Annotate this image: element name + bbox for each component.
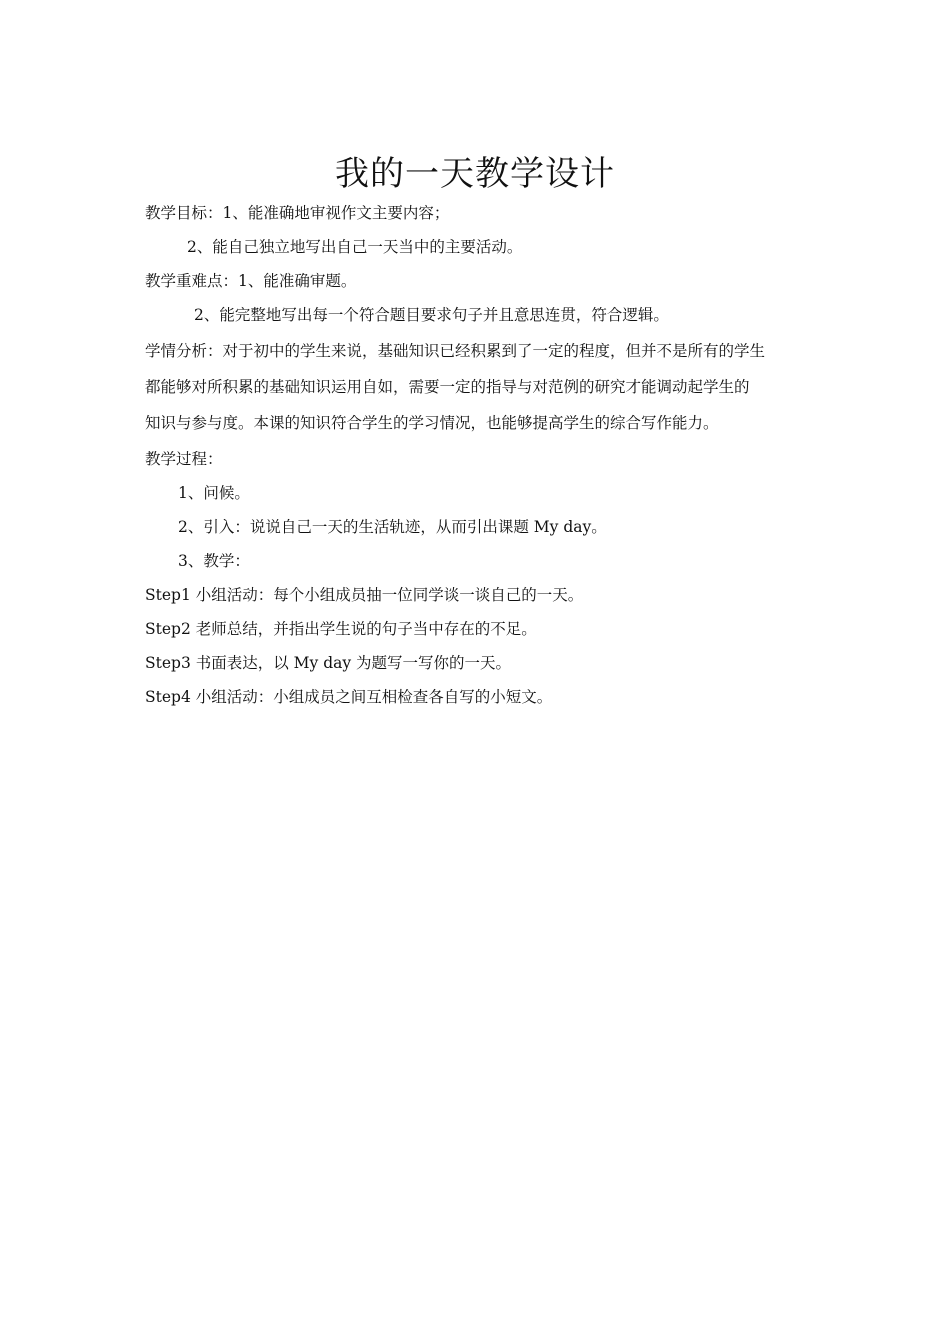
student-analysis-line-2: 都能够对所积累的基础知识运用自如，需要一定的指导与对范例的研究才能调动起学生的 [145, 378, 750, 396]
step-item: Step2 老师总结，并指出学生说的句子当中存在的不足。 [145, 620, 537, 638]
key-point-line-2: 2、能完整地写出每一个符合题目要求句子并且意思连贯，符合逻辑。 [194, 306, 669, 324]
document-title: 我的一天教学设计 [335, 154, 615, 194]
teaching-goal-line-1: 教学目标：1、能准确地审视作文主要内容； [145, 204, 450, 222]
step-item: Step3 书面表达，以 My day 为题写一写你的一天。 [145, 654, 512, 672]
key-point-line-1: 教学重难点：1、能准确审题。 [145, 272, 357, 290]
process-item: 1、问候。 [178, 484, 250, 502]
step-item: Step4 小组活动：小组成员之间互相检查各自写的小短文。 [145, 688, 553, 706]
step-item: Step1 小组活动：每个小组成员抽一位同学谈一谈自己的一天。 [145, 586, 584, 604]
teaching-goal-line-2: 2、能自己独立地写出自己一天当中的主要活动。 [187, 238, 523, 256]
student-analysis-line-1: 学情分析：对于初中的学生来说，基础知识已经积累到了一定的程度，但并不是所有的学生 [145, 342, 766, 360]
process-item: 2、引入：说说自己一天的生活轨迹，从而引出课题 My day。 [178, 518, 607, 536]
process-item: 3、教学： [178, 552, 250, 570]
process-heading: 教学过程： [145, 450, 223, 468]
student-analysis-line-3: 知识与参与度。本课的知识符合学生的学习情况，也能够提高学生的综合写作能力。 [145, 414, 719, 432]
